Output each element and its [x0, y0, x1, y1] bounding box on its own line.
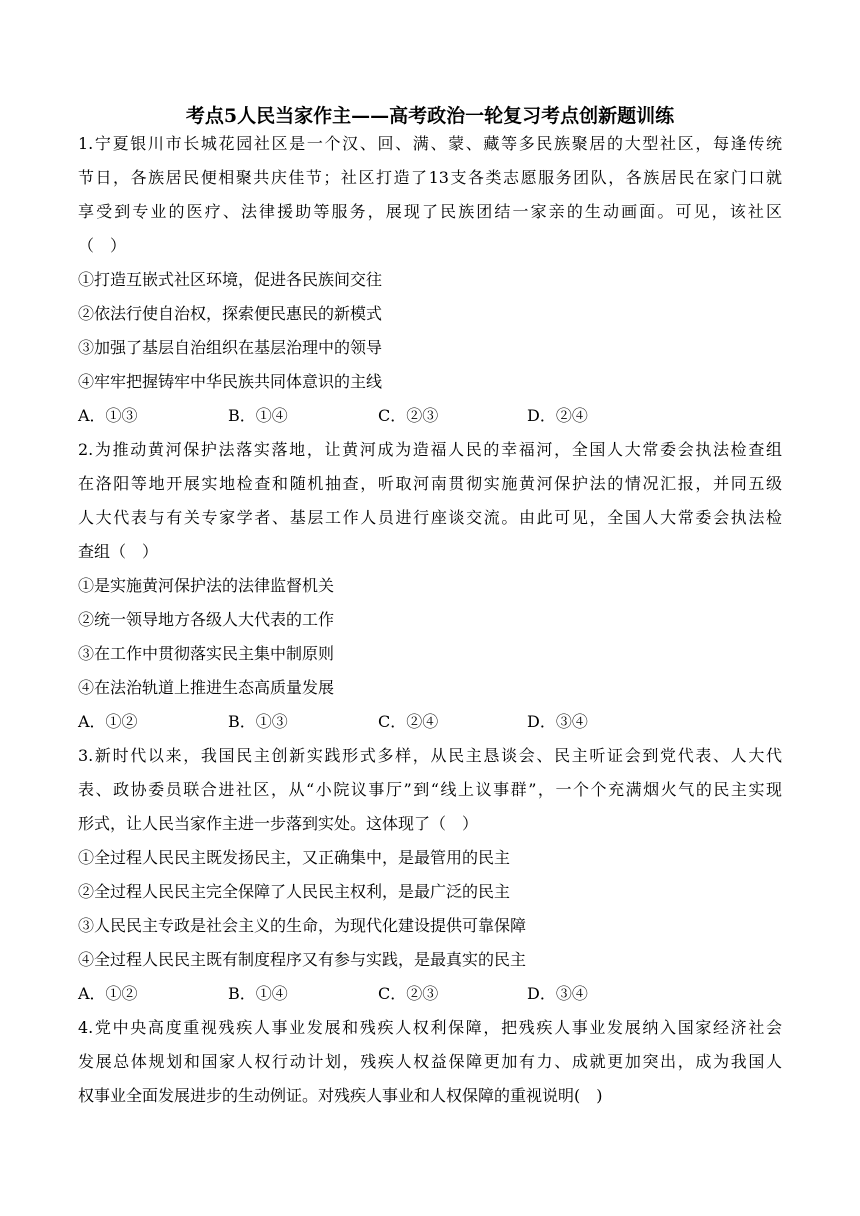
question-2-stem-line: 查组（ ） — [78, 542, 159, 561]
question-3-statement: ②全过程人民民主完全保障了人民民主权利，是最广泛的民主 — [78, 882, 511, 901]
question-3-stem-line: 形式，让人民当家作主进一步落到实处。这体现了（ ） — [78, 814, 479, 833]
question-2-stem-line: 在洛阳等地开展实地检查和随机抽查，听取河南贯彻实施黄河保护法的情况汇报，并同五级 — [78, 474, 782, 493]
question-3-option-b: B．①④ — [228, 984, 288, 1003]
question-2-option-c: C．②④ — [378, 712, 439, 731]
question-2-statement: ③在工作中贯彻落实民主集中制原则 — [78, 644, 335, 663]
question-1-option-d: D．②④ — [527, 406, 588, 425]
question-2-statement: ①是实施黄河保护法的法律监督机关 — [78, 576, 335, 595]
question-1-stem-line: 节日，各族居民便相聚共庆佳节；社区打造了13支各类志愿服务团队，各族居民在家门口就 — [78, 168, 782, 187]
question-1-statement: ①打造互嵌式社区环境，促进各民族间交往 — [78, 270, 383, 289]
question-2-statement: ④在法治轨道上推进生态高质量发展 — [78, 678, 335, 697]
question-1-option-a: A．①③ — [78, 406, 138, 425]
question-2-stem-line: 人大代表与有关专家学者、基层工作人员进行座谈交流。由此可见，全国人大常委会执法检 — [78, 508, 782, 527]
question-4 — [78, 1011, 782, 1113]
question-3-option-a: A．①② — [78, 984, 138, 1003]
question-3-statement: ④全过程人民民主既有制度程序又有参与实践，是最真实的民主 — [78, 950, 527, 969]
document-title: 考点5人民当家作主——高考政治一轮复习考点创新题训练 — [185, 105, 675, 127]
question-3-option-c: C．②③ — [378, 984, 439, 1003]
question-1-option-c: C．②③ — [378, 406, 439, 425]
question-3-option-d: D．③④ — [527, 984, 588, 1003]
question-3 — [78, 739, 782, 1011]
question-2-option-b: B．①③ — [228, 712, 288, 731]
question-1-statement: ②依法行使自治权，探索便民惠民的新模式 — [78, 304, 383, 323]
question-1-statement: ③加强了基层自治组织在基层治理中的领导 — [78, 338, 383, 357]
question-2 — [78, 433, 782, 739]
question-3-statement: ③人民民主专政是社会主义的生命，为现代化建设提供可靠保障 — [78, 916, 527, 935]
question-1-options — [78, 399, 782, 433]
question-4-stem-line: 发展总体规划和国家人权行动计划，残疾人权益保障更加有力、成就更加突出，成为我国人 — [78, 1052, 782, 1071]
question-3-stem-line: 表、政协委员联合进社区，从“小院议事厅”到“线上议事群”，一个个充满烟火气的民主实现 — [78, 780, 782, 799]
question-2-stem-line: 2.为推动黄河保护法落实落地，让黄河成为造福人民的幸福河，全国人大常委会执法检查组 — [78, 440, 782, 459]
question-1-stem-line: 享受到专业的医疗、法律援助等服务，展现了民族团结一家亲的生动画面。可见，该社区 — [78, 202, 782, 221]
question-list — [78, 127, 782, 1113]
question-1-answer-blank: （ ） — [78, 236, 127, 255]
question-2-option-a: A．①② — [78, 712, 138, 731]
question-2-options — [78, 705, 782, 739]
question-1-option-b: B．①④ — [228, 406, 288, 425]
question-2-statement: ②统一领导地方各级人大代表的工作 — [78, 610, 335, 629]
question-3-options — [78, 977, 782, 1011]
question-1-stem-line: 1.宁夏银川市长城花园社区是一个汉、回、满、蒙、藏等多民族聚居的大型社区，每逢传统 — [78, 134, 782, 153]
question-3-stem-line: 3.新时代以来，我国民主创新实践形式多样，从民主恳谈会、民主听证会到党代表、人大代 — [78, 746, 782, 765]
question-1 — [78, 127, 782, 433]
question-4-stem-line: 权事业全面发展进步的生动例证。对残疾人事业和人权保障的重视说明( ) — [78, 1086, 603, 1105]
question-4-stem-line: 4.党中央高度重视残疾人事业发展和残疾人权利保障，把残疾人事业发展纳入国家经济社会 — [78, 1018, 782, 1037]
question-1-statement: ④牢牢把握铸牢中华民族共同体意识的主线 — [78, 372, 383, 391]
question-2-option-d: D．③④ — [527, 712, 588, 731]
question-3-statement: ①全过程人民民主既发扬民主，又正确集中，是最管用的民主 — [78, 848, 511, 867]
